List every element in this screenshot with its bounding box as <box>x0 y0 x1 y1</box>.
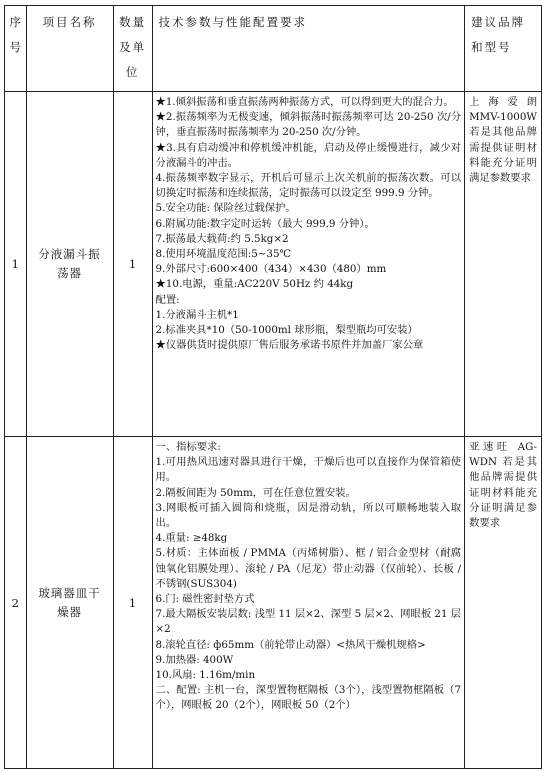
spec-line: ★2.振荡频率为无极变速，倾斜振荡时振荡频率可达 20-250 次/分钟，垂直振荡时振荡频率为 20-250 次/分钟。 <box>155 111 462 139</box>
spec-line: ★1.倾斜振荡和垂直振荡两种振荡方式，可以得到更大的混合力。 <box>155 96 454 108</box>
row-specs <box>152 437 465 769</box>
spec-line: 6.门: 磁性密封垫方式 <box>155 593 255 606</box>
spec-line: ★3.具有启动缓冲和停机缓冲机能，启动及停止缓慢进行，减少对分液漏斗的冲击。 <box>155 141 462 169</box>
row-brand-model: 上海爱朗 MMV-1000W 若是其他品牌需提供证明材料能充分证明满足参数要求 <box>465 92 542 437</box>
spec-line: 3.网眼板可插入圆筒和烧瓶，因是滑动轨，所以可顺畅地装入取出。 <box>155 501 462 530</box>
spec-line: 8.滚轮直径: ф65mm（前轮带止动器）<热风干燥机规格> <box>155 638 426 651</box>
spec-line: 9.外部尺寸:600×400（434）×430（480）mm <box>155 263 387 276</box>
spec-line: 6.附属功能:数字定时运转（最大 999.9 分钟）。 <box>155 217 375 230</box>
row-specs <box>152 92 465 437</box>
spec-line: 1.可用热风迅速对器具进行干燥，干燥后也可以直接作为保管箱使用。 <box>155 456 462 484</box>
table-header-row <box>5 6 542 92</box>
spec-line: ★仪器供货时提供原厂售后服务承诺书原件并加盖厂家公章 <box>155 339 424 352</box>
header-brand-model: 建议品牌和型号 <box>465 6 542 92</box>
spec-line: 2.隔板间距为 50mm，可在任意位置安装。 <box>155 486 356 499</box>
spec-line: 8.使用环境温度范围:5~35℃ <box>155 248 292 261</box>
spec-line: 5.安全功能: 保险丝过载保护。 <box>155 202 296 215</box>
spec-line: 9.加热器: 400W <box>155 653 234 666</box>
row-index: 2 <box>5 437 27 769</box>
spec-line: 一、指标要求: <box>155 441 221 453</box>
spec-line: 7.振荡最大载荷:约 5.5kg×2 <box>155 232 289 245</box>
row-brand-model: 亚速旺 AG-WDN 若是其他品牌需提供证明材料能充分证明满足参数要求 <box>465 437 542 769</box>
header-quantity-unit: 数量及单位 <box>113 6 152 92</box>
spec-line: 7.最大隔板安装层数: 浅型 11 层×2、深型 5 层×2、网眼板 21 层×2 <box>155 608 462 636</box>
row-item-name: 玻璃器皿干燥器 <box>26 437 113 769</box>
row-quantity: 1 <box>113 92 152 437</box>
table-row <box>5 92 542 437</box>
spec-line: 10.风扇: 1.16m/min <box>155 669 256 682</box>
row-quantity: 1 <box>113 437 152 769</box>
procurement-spec-table <box>4 5 542 769</box>
spec-line: ★10.电源，重量:AC220V 50Hz 约 44kg <box>155 278 354 291</box>
spec-line: 5.材质：主体面板 / PMMA（丙烯树脂）、框 / 铝合金型材（耐腐蚀氧化铝膜处理）、滚轮 / PA（尼龙）带止动器（仅前轮）、长板 / 不锈钢(SUS304) <box>155 547 462 590</box>
header-specs: 技术参数与性能配置要求 <box>152 6 465 92</box>
spec-line: 1.分液漏斗主机*1 <box>155 308 239 321</box>
spec-line: 二、配置: 主机一台，深型置物框隔板（3个），浅型置物框隔板（7个），网眼板 20（2个），网眼板 50（2个） <box>155 684 462 712</box>
table-row <box>5 437 542 769</box>
spec-line: 2.标准夹具*10（50-1000ml 球形瓶，梨型瓶均可安装） <box>155 324 418 337</box>
row-item-name: 分液漏斗振荡器 <box>26 92 113 437</box>
spec-line: 4.振荡频率数字显示，开机后可显示上次关机前的振荡次数。可以切换定时振荡和连续振荡，定时振荡可以设定至 999.9 分钟。 <box>155 172 462 200</box>
row-index: 1 <box>5 92 27 437</box>
spec-line: 4.重量: ≥48kg <box>155 532 228 545</box>
header-item-name: 项目名称 <box>26 6 113 92</box>
spec-line: 配置: <box>155 293 180 306</box>
header-index: 序号 <box>5 6 27 92</box>
